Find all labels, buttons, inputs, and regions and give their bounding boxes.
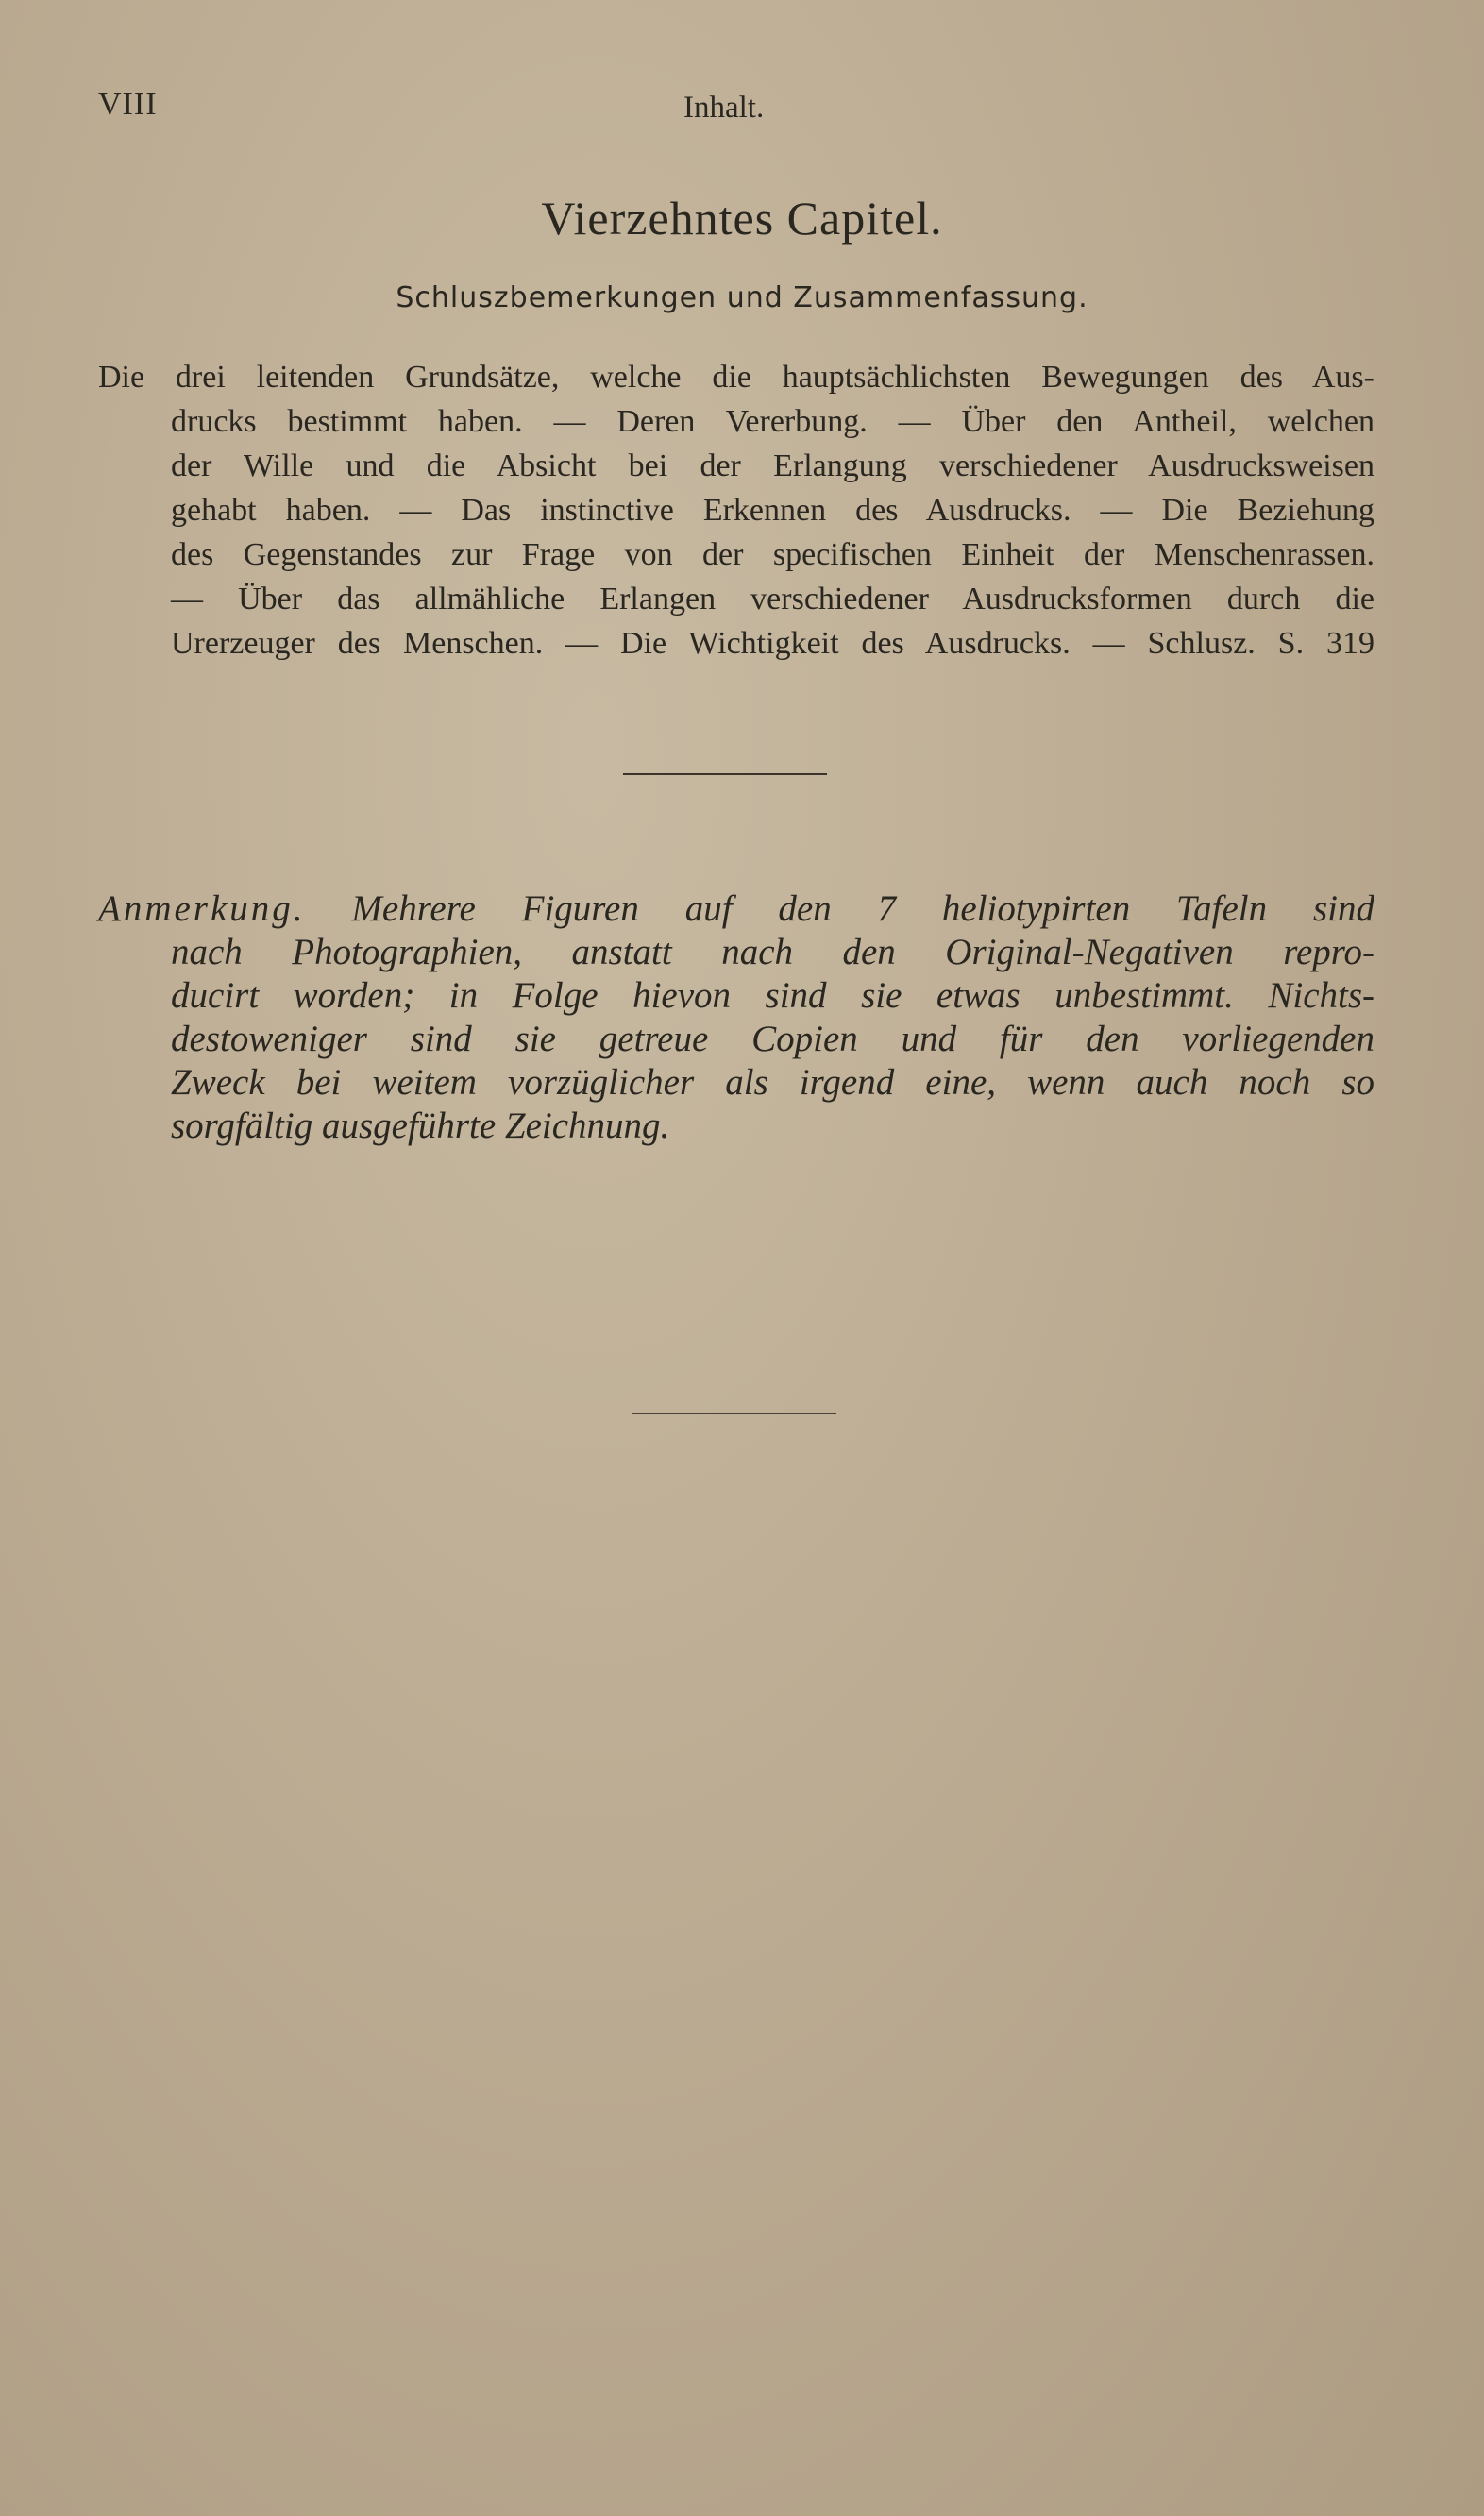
note-line: nach Photographien, anstatt nach den Original-Negativen repro- [171, 932, 1374, 972]
summary-line: gehabt haben. — Das instinctive Erkennen des Ausdrucks. — Die Beziehung [171, 493, 1374, 528]
chapter-title: Vierzehntes Capitel. [541, 192, 943, 245]
footnote [98, 887, 1374, 1148]
summary-line: der Wille und die Absicht bei der Erlangung verschiedener Ausdrucksweisen [171, 448, 1374, 483]
note-line: ducirt worden; in Folge hievon sind sie etwas unbestimmt. Nichts- [171, 975, 1374, 1016]
chapter-summary [98, 355, 1374, 666]
running-title: Inhalt. [683, 91, 765, 125]
note-line: Zweck bei weitem vorzüglicher als irgend eine, wenn auch noch so [171, 1062, 1374, 1103]
summary-line: Urerzeuger des Menschen. — Die Wichtigkeit des Ausdrucks. — Schlusz. S. 319 [171, 626, 1374, 661]
running-head [98, 87, 1373, 128]
summary-line: drucks bestimmt haben. — Deren Vererbung. — Über den Antheil, welchen [171, 404, 1374, 439]
end-divider [632, 1413, 836, 1414]
section-divider [623, 773, 827, 775]
note-line: sorgfältig ausgeführte Zeichnung. [171, 1106, 670, 1146]
chapter-subtitle: Schluszbemerkungen und Zusammenfassung. [396, 281, 1088, 314]
note-text: Mehrere Figuren auf den 7 heliotypirten Tafeln sind [351, 888, 1375, 929]
note-label: Anmerkung. [98, 888, 306, 929]
page-number: VIII [98, 87, 158, 122]
note-line [98, 887, 1374, 931]
summary-line: — Über das allmähliche Erlangen verschiedener Ausdrucksformen durch die [171, 582, 1374, 616]
summary-line: des Gegenstandes zur Frage von der specifischen Einheit der Menschenrassen. [171, 537, 1374, 572]
summary-line: Die drei leitenden Grundsätze, welche die hauptsächlichsten Bewegungen des Aus- [98, 360, 1374, 395]
note-line: destoweniger sind sie getreue Copien und für den vorliegenden [171, 1019, 1374, 1059]
